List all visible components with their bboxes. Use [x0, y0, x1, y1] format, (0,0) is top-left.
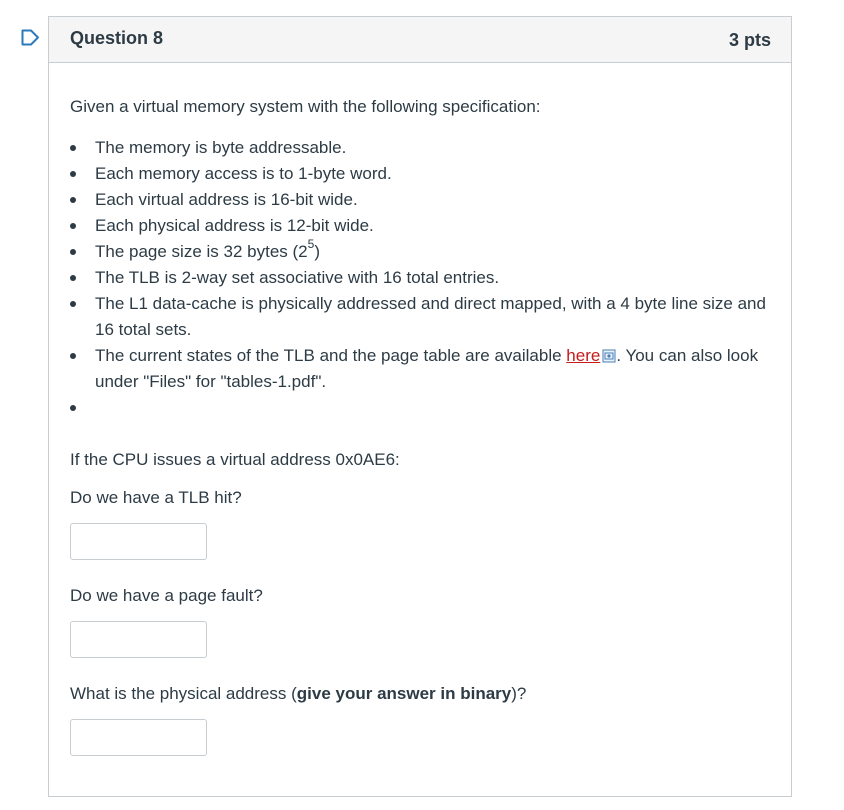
page-fault-answer-input[interactable] [70, 621, 207, 658]
question-header [49, 17, 791, 63]
tables-text: The current states of the TLB and the page table are available [95, 346, 567, 365]
list-item [70, 239, 770, 265]
physical-address-answer-input[interactable] [70, 719, 207, 756]
question-physical-address [70, 684, 526, 704]
physical-address-suffix: )? [511, 684, 527, 703]
list-item: The TLB is 2-way set associative with 16 total entries. [70, 265, 770, 291]
cpu-statement: If the CPU issues a virtual address 0x0AE6: [70, 450, 400, 469]
question-points: 3 pts [728, 30, 771, 50]
list-item: Each memory access is to 1-byte word. [70, 161, 770, 187]
list-item: Each physical address is 12-bit wide. [70, 213, 770, 239]
bookmark-flag-icon[interactable] [21, 29, 40, 46]
question-page-fault: Do we have a page fault? [70, 586, 263, 605]
question-title: Question 8 [70, 28, 164, 48]
page-size-text: The page size is 32 bytes (2 [95, 242, 308, 261]
list-item: Each virtual address is 16-bit wide. [70, 187, 770, 213]
physical-address-prefix: What is the physical address ( [70, 684, 297, 703]
tables-suffix: . You can also look under "Files" for "tables-1.pdf". [95, 346, 759, 391]
page-size-exponent: 5 [307, 237, 315, 252]
page-size-suffix: ) [314, 242, 320, 261]
file-preview-icon[interactable] [602, 349, 616, 363]
question-intro: Given a virtual memory system with the following specification: [70, 97, 541, 116]
list-item [70, 343, 770, 395]
question-card [48, 16, 792, 797]
list-item: The memory is byte addressable. [70, 135, 770, 161]
tlb-hit-answer-input[interactable] [70, 523, 207, 560]
tables-link[interactable]: here [566, 346, 601, 365]
specification-list [70, 135, 770, 395]
question-tlb-hit: Do we have a TLB hit? [70, 488, 242, 507]
physical-address-emphasis: give your answer in binary [296, 684, 512, 703]
list-item: The L1 data-cache is physically addressed and direct mapped, with a 4 byte line size and 16 total sets. [70, 291, 770, 343]
